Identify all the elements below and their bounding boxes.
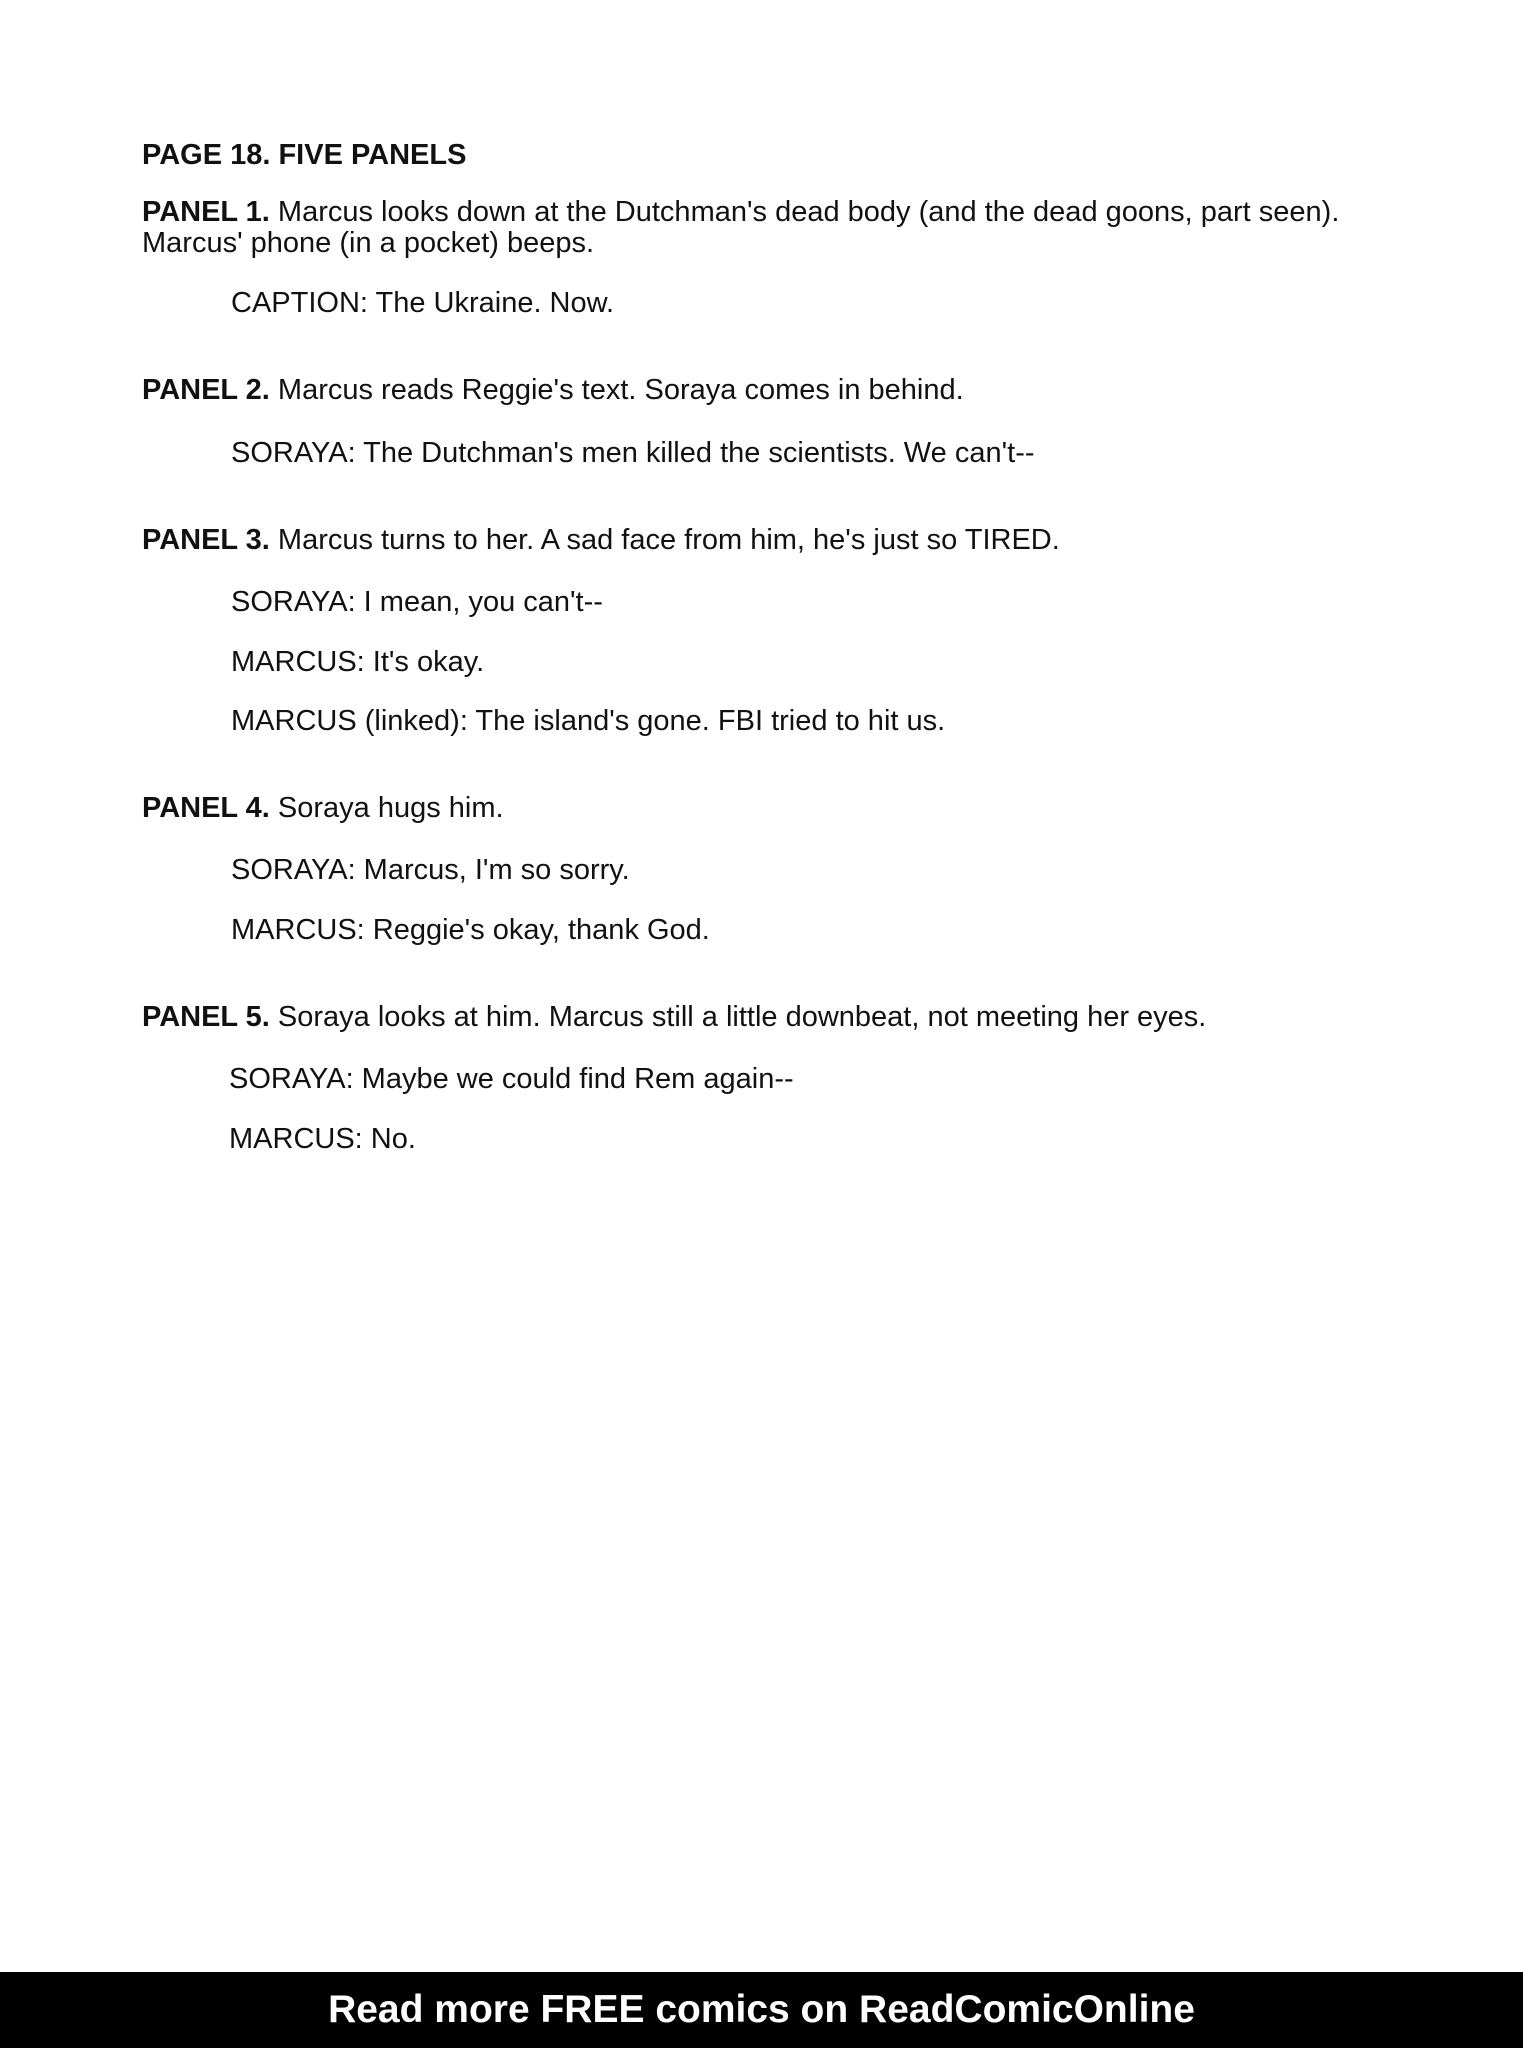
panel-label: PANEL 2. <box>142 374 270 406</box>
panel-text: Marcus reads Reggie's text. Soraya comes in behind. <box>277 374 964 406</box>
panel-text: Soraya hugs him. <box>277 792 504 824</box>
dialogue-line: CAPTION: The Ukraine. Now. <box>231 287 615 319</box>
dialogue-line: MARCUS (linked): The island's gone. FBI tried to hit us. <box>231 705 946 737</box>
panel-label: PANEL 4. <box>142 792 270 824</box>
panel-4-description <box>142 793 1402 824</box>
promo-banner[interactable]: Read more FREE comics on ReadComicOnline <box>0 1972 1523 2048</box>
panel-text: Marcus looks down at the Dutchman's dead body (and the dead goons, part seen). Marcus' phone (in a pocket) beeps. <box>142 196 1340 259</box>
dialogue-line: SORAYA: Marcus, I'm so sorry. <box>231 854 630 886</box>
panel-3-description <box>142 525 1402 556</box>
page-heading: PAGE 18. FIVE PANELS <box>142 139 467 171</box>
dialogue-line: SORAYA: The Dutchman's men killed the scientists. We can't-- <box>231 437 1035 469</box>
dialogue-line: SORAYA: Maybe we could find Rem again-- <box>229 1063 794 1095</box>
panel-5-description <box>142 1002 1402 1033</box>
panel-label: PANEL 3. <box>142 524 270 556</box>
panel-text: Soraya looks at him. Marcus still a little downbeat, not meeting her eyes. <box>277 1001 1207 1033</box>
dialogue-line: SORAYA: I mean, you can't-- <box>231 586 603 618</box>
panel-2-description <box>142 375 1402 406</box>
panel-label: PANEL 1. <box>142 196 270 228</box>
panel-1-description <box>142 197 1402 259</box>
dialogue-line: MARCUS: No. <box>229 1123 416 1155</box>
dialogue-line: MARCUS: It's okay. <box>231 646 485 678</box>
panel-label: PANEL 5. <box>142 1001 270 1033</box>
panel-text: Marcus turns to her. A sad face from him, he's just so TIRED. <box>277 524 1060 556</box>
dialogue-line: MARCUS: Reggie's okay, thank God. <box>231 914 710 946</box>
